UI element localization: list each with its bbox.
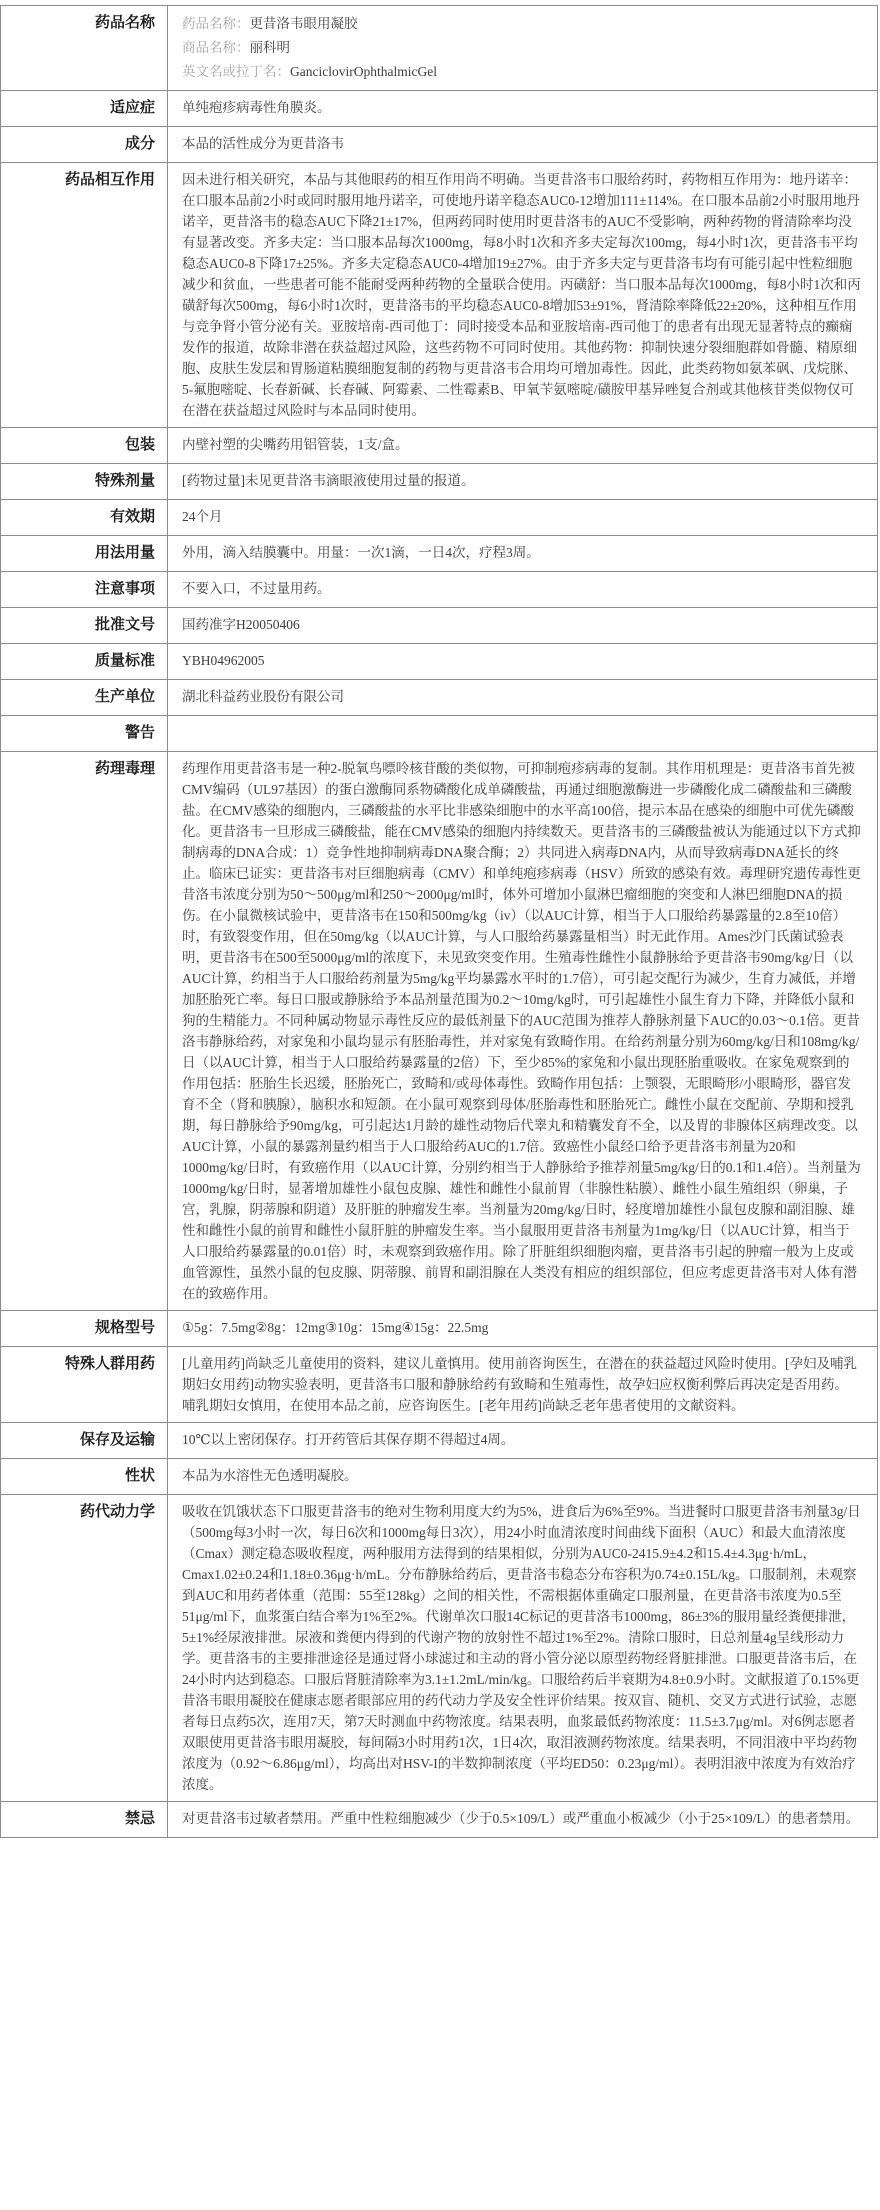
table-row [1, 428, 878, 464]
table-row [1, 680, 878, 716]
table-row [1, 1459, 878, 1495]
table-row [1, 1311, 878, 1347]
table-row [1, 163, 878, 428]
row-label: 有效期 [1, 500, 168, 536]
field-value: GanciclovirOphthalmicGel [290, 64, 437, 79]
row-content: [儿童用药]尚缺乏儿童使用的资料，建议儿童慎用。使用前咨询医生，在潜在的获益超过风险时使用。[孕妇及哺乳期妇女用药]动物实验表明，更昔洛韦口服和静脉给药有致畸和生殖毒性，故孕妇应权衡利弊后再决定是否用药。哺乳期妇女慎用，在使用本品之前，应咨询医生。[老年用药]尚缺乏老年患者使用的文献资料。 [168, 1347, 878, 1423]
table-row [1, 464, 878, 500]
row-content: 本品的活性成分为更昔洛韦 [168, 127, 878, 163]
row-label: 质量标准 [1, 644, 168, 680]
row-content: 对更昔洛韦过敏者禁用。严重中性粒细胞减少（少于0.5×109/L）或严重血小板减少（小于25×109/L）的患者禁用。 [168, 1802, 878, 1838]
table-row [1, 608, 878, 644]
row-label: 性状 [1, 1459, 168, 1495]
row-content: YBH04962005 [168, 644, 878, 680]
table-row [1, 1423, 878, 1459]
row-label: 药代动力学 [1, 1495, 168, 1802]
table-row [1, 644, 878, 680]
field-key: 英文名或拉丁名： [182, 64, 290, 79]
row-content: 吸收在饥饿状态下口服更昔洛韦的绝对生物利用度大约为5%，进食后为6%至9%。当进餐时口服更昔洛韦剂量3g/日（500mg每3小时一次，每日6次和1000mg每日3次），用24小时血清浓度时间曲线下面积（AUC）和最大血清浓度（Cmax）测定稳态吸收程度，两种服用方法得到的结果相似，分别为AUC0-2415.9±4.2和15.4±4.3μg·h/mL，Cmax1.02±0.24和1.18±0.36μg·h/mL。分布静脉给药后，更昔洛韦稳态分布容积为0.74±0.15L/kg。口服制剂，未观察到AUC和用药者体重（范围：55至128kg）之间的相关性，不需根据体重确定口服剂量，在更昔洛韦浓度为0.5至51μg/ml下，血浆蛋白结合率为1%至2%。代谢单次口服14C标记的更昔洛韦1000mg，86±3%的服用量经粪便排泄，5±1%经尿液排泄。尿液和粪便内得到的代谢产物的放射性不超过1%至2%。清除口服时，日总剂量4g呈线形动力学。更昔洛韦的主要排泄途径是通过肾小球滤过和主动的肾小管分泌以原型药物经肾脏排泄。口服更昔洛韦后，在24小时内达到稳态。口服后肾脏清除率为3.1±1.2mL/min/kg。口服给药后半衰期为4.8±0.9小时。文献报道了0.15%更昔洛韦眼用凝胶在健康志愿者眼部应用的药代动力学及安全性评价结果。按双盲、随机、交叉方式进行试验，志愿者每日点药5次，连用7天，第7天时测血中药物浓度。结果表明，血浆最低药物浓度：11.5±3.7μg/ml。对6例志愿者双眼使用更昔洛韦眼用凝胶，每间隔3小时用药1次，1日4次，取泪液测药物浓度。结果表明，不同泪液中平均药物浓度为（0.92～6.86μg/ml），均高出对HSV-I的半数抑制浓度（平均ED50：0.23μg/ml）。表明泪液中浓度为有效治疗浓度。 [168, 1495, 878, 1802]
row-content [168, 716, 878, 752]
row-content: 外用，滴入结膜囊中。用量：一次1滴，一日4次，疗程3周。 [168, 536, 878, 572]
table-row [1, 6, 878, 91]
field-key: 药品名称： [182, 16, 250, 31]
field-line [182, 12, 861, 36]
table-row [1, 572, 878, 608]
table-row [1, 1347, 878, 1423]
row-content: 本品为水溶性无色透明凝胶。 [168, 1459, 878, 1495]
row-label: 药品相互作用 [1, 163, 168, 428]
row-label: 适应症 [1, 91, 168, 127]
row-label: 生产单位 [1, 680, 168, 716]
drug-info-table-body [1, 6, 878, 1838]
table-row [1, 752, 878, 1311]
row-content: 湖北科益药业股份有限公司 [168, 680, 878, 716]
table-row [1, 500, 878, 536]
row-content: 国药准字H20050406 [168, 608, 878, 644]
field-key: 商品名称： [182, 40, 250, 55]
row-label: 药理毒理 [1, 752, 168, 1311]
table-row [1, 716, 878, 752]
table-row [1, 1495, 878, 1802]
row-content: 不要入口，不过量用药。 [168, 572, 878, 608]
row-content: 药理作用更昔洛韦是一种2-脱氧鸟嘌呤核苷酸的类似物，可抑制疱疹病毒的复制。其作用机理是：更昔洛韦首先被CMV编码（UL97基因）的蛋白激酶同系物磷酸化成单磷酸盐，再通过细胞激酶进一步磷酸化成二磷酸盐和三磷酸盐。在CMV感染的细胞内，三磷酸盐的水平比非感染细胞中的水平高100倍，提示本品在感染的细胞中可优先磷酸化。更昔洛韦一旦形成三磷酸盐，能在CMV感染的细胞内持续数天。更昔洛韦的三磷酸盐被认为能通过以下方式抑制病毒的DNA合成：1）竞争性地抑制病毒DNA聚合酶；2）共同进入病毒DNA内，从而导致病毒DNA延长的终止。临床已证实：更昔洛韦对巨细胞病毒（CMV）和单纯疱疹病毒（HSV）所致的感染有效。毒理研究遗传毒性更昔洛韦浓度分别为50～500μg/ml和250～2000μg/ml时，体外可增加小鼠淋巴瘤细胞的突变和人淋巴细胞DNA的损伤。在小鼠微核试验中，更昔洛韦在150和500mg/kg（iv）（以AUC计算，相当于人口服给药暴露量的2.8至10倍）时，有致裂变作用，但在50mg/kg（以AUC计算，与人口服给药暴露量相当）时无此作用。Ames沙门氏菌试验表明，更昔洛韦在500至5000μg/ml的浓度下，未见致突变作用。生殖毒性雌性小鼠静脉给予更昔洛韦90mg/kg/日（以AUC计算，约相当于人口服给药剂量为5mg/kg平均暴露水平时的1.7倍），可引起交配行为减少，生育力减低，并增加胚胎死亡率。每日口服或静脉给予本品剂量范围为0.2～10mg/kg时，可引起雄性小鼠生育力下降，并降低小鼠和狗的生精能力。不同种属动物显示毒性反应的最低剂量下的AUC范围为推荐人静脉剂量下AUC的0.03～0.1倍。更昔洛韦静脉给药，对家兔和小鼠均显示有胚胎毒性，并对家兔有致畸作用。在给药剂量分别为60mg/kg/日和108mg/kg/日（以AUC计算，相当于人口服给药暴露量的2倍）下，至少85%的家兔和小鼠出现胚胎重吸收。在家兔观察到的作用包括：胚胎生长迟缓，胚胎死亡，致畸和/或母体毒性。致畸作用包括：上颚裂，无眼畸形/小眼畸形，器官发育不全（肾和胰腺），脑积水和短颌。在小鼠可观察到母体/胚胎毒性和胚胎死亡。雌性小鼠在交配前、孕期和授乳期，每日静脉给予90mg/kg，可引起达1月龄的雄性动物后代睾丸和精囊发育不全，以及胃的非腺体区病理改变。以AUC计算，小鼠的暴露剂量约相当于人口服给药AUC的1.7倍。致癌性小鼠经口给予更昔洛韦剂量为20和1000mg/kg/日时，有致癌作用（以AUC计算，分别约相当于人静脉给予推荐剂量5mg/kg/日的0.1和1.4倍）。当剂量为1000mg/kg/日时，显著增加雄性小鼠包皮腺、雄性和雌性小鼠前胃（非腺性粘膜）、雌性小鼠生殖组织（卵巢，子宫，乳腺，阴蒂腺和阴道）及肝脏的肿瘤发生率。当剂量为20mg/kg/日时，轻度增加雄性小鼠包皮腺和副泪腺、雄性和雌性小鼠的前胃和雌性小鼠肝脏的肿瘤发生率。当小鼠服用更昔洛韦剂量为1mg/kg/日（以AUC计算，相当于人口服给药暴露量的0.01倍）时，未观察到致癌作用。除了肝脏组织细胞肉瘤，更昔洛韦引起的肿瘤一般为上皮或血管源性，虽然小鼠的包皮腺、阴蒂腺、前胃和副泪腺在人类没有相应的组织部位，但应考虑更昔洛韦对人体有潜在的致癌作用。 [168, 752, 878, 1311]
field-line [182, 36, 861, 60]
row-content: 因未进行相关研究，本品与其他眼药的相互作用尚不明确。当更昔洛韦口服给药时，药物相互作用为：地丹诺辛：在口服本品前2小时或同时服用地丹诺辛，可使地丹诺辛稳态AUC0-12增加111±114%。在口服本品前2小时服用地丹诺辛，更昔洛韦的稳态AUC下降21±17%，但两药同时使用时更昔洛韦的AUC不受影响，两种药物的肾清除率均没有显著改变。齐多夫定：当口服本品每次1000mg，每8小时1次和齐多夫定每次100mg，每4小时1次，更昔洛韦平均稳态AUC0-8下降17±25%。齐多夫定稳态AUC0-4增加19±27%。由于齐多夫定与更昔洛韦均有可能引起中性粒细胞减少和贫血，一些患者可能不能耐受两种药物的全量联合使用。丙磺舒：当口服本品每次1000mg，每8小时1次和丙磺舒每次500mg，每6小时1次时，更昔洛韦的平均稳态AUC0-8增加53±91%，肾清除率降低22±20%，这种相互作用与竞争肾小管分泌有关。亚胺培南-西司他丁：同时接受本品和亚胺培南-西司他丁的患者有出现无显著特点的癫痫发作的报道，故除非潜在获益超过风险，这些药物不可同时使用。其他药物：抑制快速分裂细胞群如骨髓、精原细胞、皮肤生发层和胃肠道粘膜细胞复制的药物与更昔洛韦合用均可增加毒性。因此，此类药物如氨苯砜、戊烷脒、5-氟胞嘧啶、长春新碱、长春碱、阿霉素、二性霉素B、甲氧苄氨嘧啶/磺胺甲基异唑复合剂或其他核苷类似物仅可在潜在获益超过风险时与本品同时使用。 [168, 163, 878, 428]
row-content: 24个月 [168, 500, 878, 536]
row-label: 药品名称 [1, 6, 168, 91]
field-line [182, 60, 861, 84]
table-row [1, 1802, 878, 1838]
row-content [168, 6, 878, 91]
table-row [1, 127, 878, 163]
row-label: 警告 [1, 716, 168, 752]
row-label: 保存及运输 [1, 1423, 168, 1459]
row-content: ①5g：7.5mg②8g：12mg③10g：15mg④15g：22.5mg [168, 1311, 878, 1347]
row-label: 成分 [1, 127, 168, 163]
row-label: 禁忌 [1, 1802, 168, 1838]
row-content: 内壁衬塑的尖嘴药用铝管装，1支/盒。 [168, 428, 878, 464]
row-label: 特殊剂量 [1, 464, 168, 500]
row-label: 批准文号 [1, 608, 168, 644]
row-label: 用法用量 [1, 536, 168, 572]
row-label: 规格型号 [1, 1311, 168, 1347]
row-content: 10℃以上密闭保存。打开药管后其保存期不得超过4周。 [168, 1423, 878, 1459]
field-value: 丽科明 [249, 40, 290, 55]
row-label: 包装 [1, 428, 168, 464]
drug-info-table [0, 5, 878, 1838]
table-row [1, 91, 878, 127]
row-content: [药物过量]未见更昔洛韦滴眼液使用过量的报道。 [168, 464, 878, 500]
row-content: 单纯疱疹病毒性角膜炎。 [168, 91, 878, 127]
row-label: 特殊人群用药 [1, 1347, 168, 1423]
field-value: 更昔洛韦眼用凝胶 [249, 16, 358, 31]
row-label: 注意事项 [1, 572, 168, 608]
table-row [1, 536, 878, 572]
